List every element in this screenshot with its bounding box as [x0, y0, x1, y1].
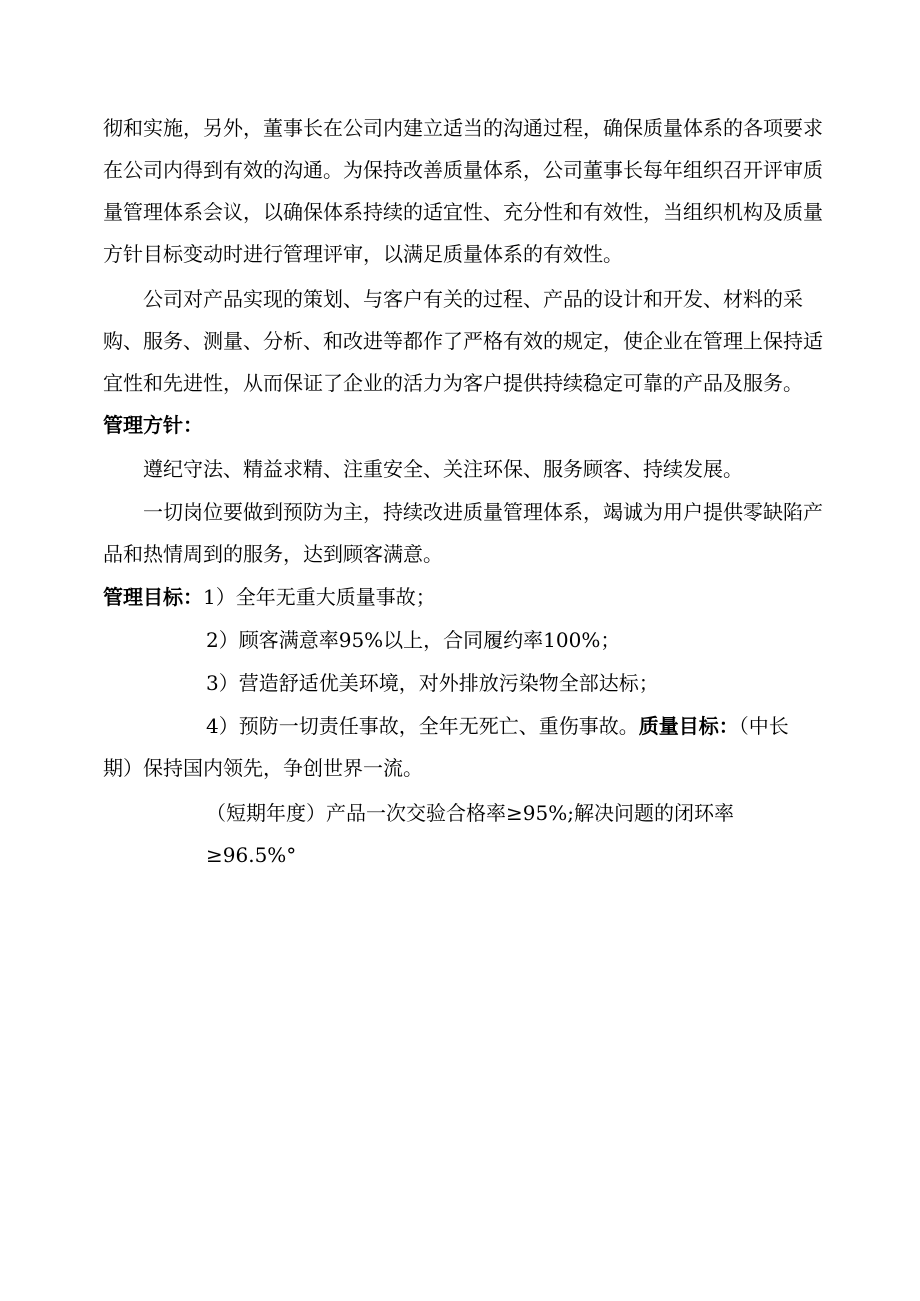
- paragraph-2-line-1: 公司对产品实现的策划、与客户有关的过程、产品的设计和开发、材料的采: [143, 287, 803, 311]
- management-policy-heading: 管理方针：: [103, 413, 203, 437]
- objective-item-1: 1）全年无重大质量事故；: [203, 585, 436, 609]
- paragraph-1-line-2: 在公司内得到有效的沟通。为保持改善质量体系，公司董事长每年组织召开评审质: [103, 158, 823, 182]
- quality-objective-mid-b: 期）保持国内领先，争创世界一流。: [103, 756, 423, 780]
- management-policy-line-2a: 一切岗位要做到预防为主，持续改进质量管理体系，竭诚为用户提供零缺陷产: [143, 500, 823, 524]
- quality-objective-mid-a: （中长: [738, 714, 789, 738]
- management-objectives-line-1: [103, 583, 436, 611]
- quality-objectives-heading: 质量目标：: [638, 714, 739, 738]
- paragraph-1-line-4: 方针目标变动时进行管理评审，以满足质量体系的有效性。: [103, 242, 623, 266]
- quality-objective-short-b: ≥96.5%°: [206, 843, 297, 867]
- management-policy-line-2b: 品和热情周到的服务，达到顾客满意。: [103, 542, 443, 566]
- objective-item-4-line: [206, 712, 789, 740]
- paragraph-1-line-1: 彻和实施，另外，董事长在公司内建立适当的沟通过程，确保质量体系的各项要求: [103, 116, 823, 140]
- objective-item-4: 4）预防一切责任事故，全年无死亡、重伤事故。: [206, 714, 639, 738]
- objective-item-2: 2）顾客满意率95%以上，合同履约率100%；: [206, 628, 621, 652]
- paragraph-1-line-3: 量管理体系会议，以确保体系持续的适宜性、充分性和有效性，当组织机构及质量: [103, 200, 823, 224]
- paragraph-2-line-3: 宜性和先进性，从而保证了企业的活力为客户提供持续稳定可靠的产品及服务。: [103, 371, 803, 395]
- objective-item-3: 3）营造舒适优美环境，对外排放污染物全部达标；: [206, 671, 659, 695]
- management-objectives-heading: 管理目标：: [103, 585, 203, 609]
- quality-objective-short-a: （短期年度）产品一次交验合格率≥95%;解决问题的闭环率: [206, 801, 734, 825]
- management-policy-line-1: 遵纪守法、精益求精、注重安全、关注环保、服务顾客、持续发展。: [143, 457, 743, 481]
- paragraph-2-line-2: 购、服务、测量、分析、和改进等都作了严格有效的规定，使企业在管理上保持适: [103, 329, 823, 353]
